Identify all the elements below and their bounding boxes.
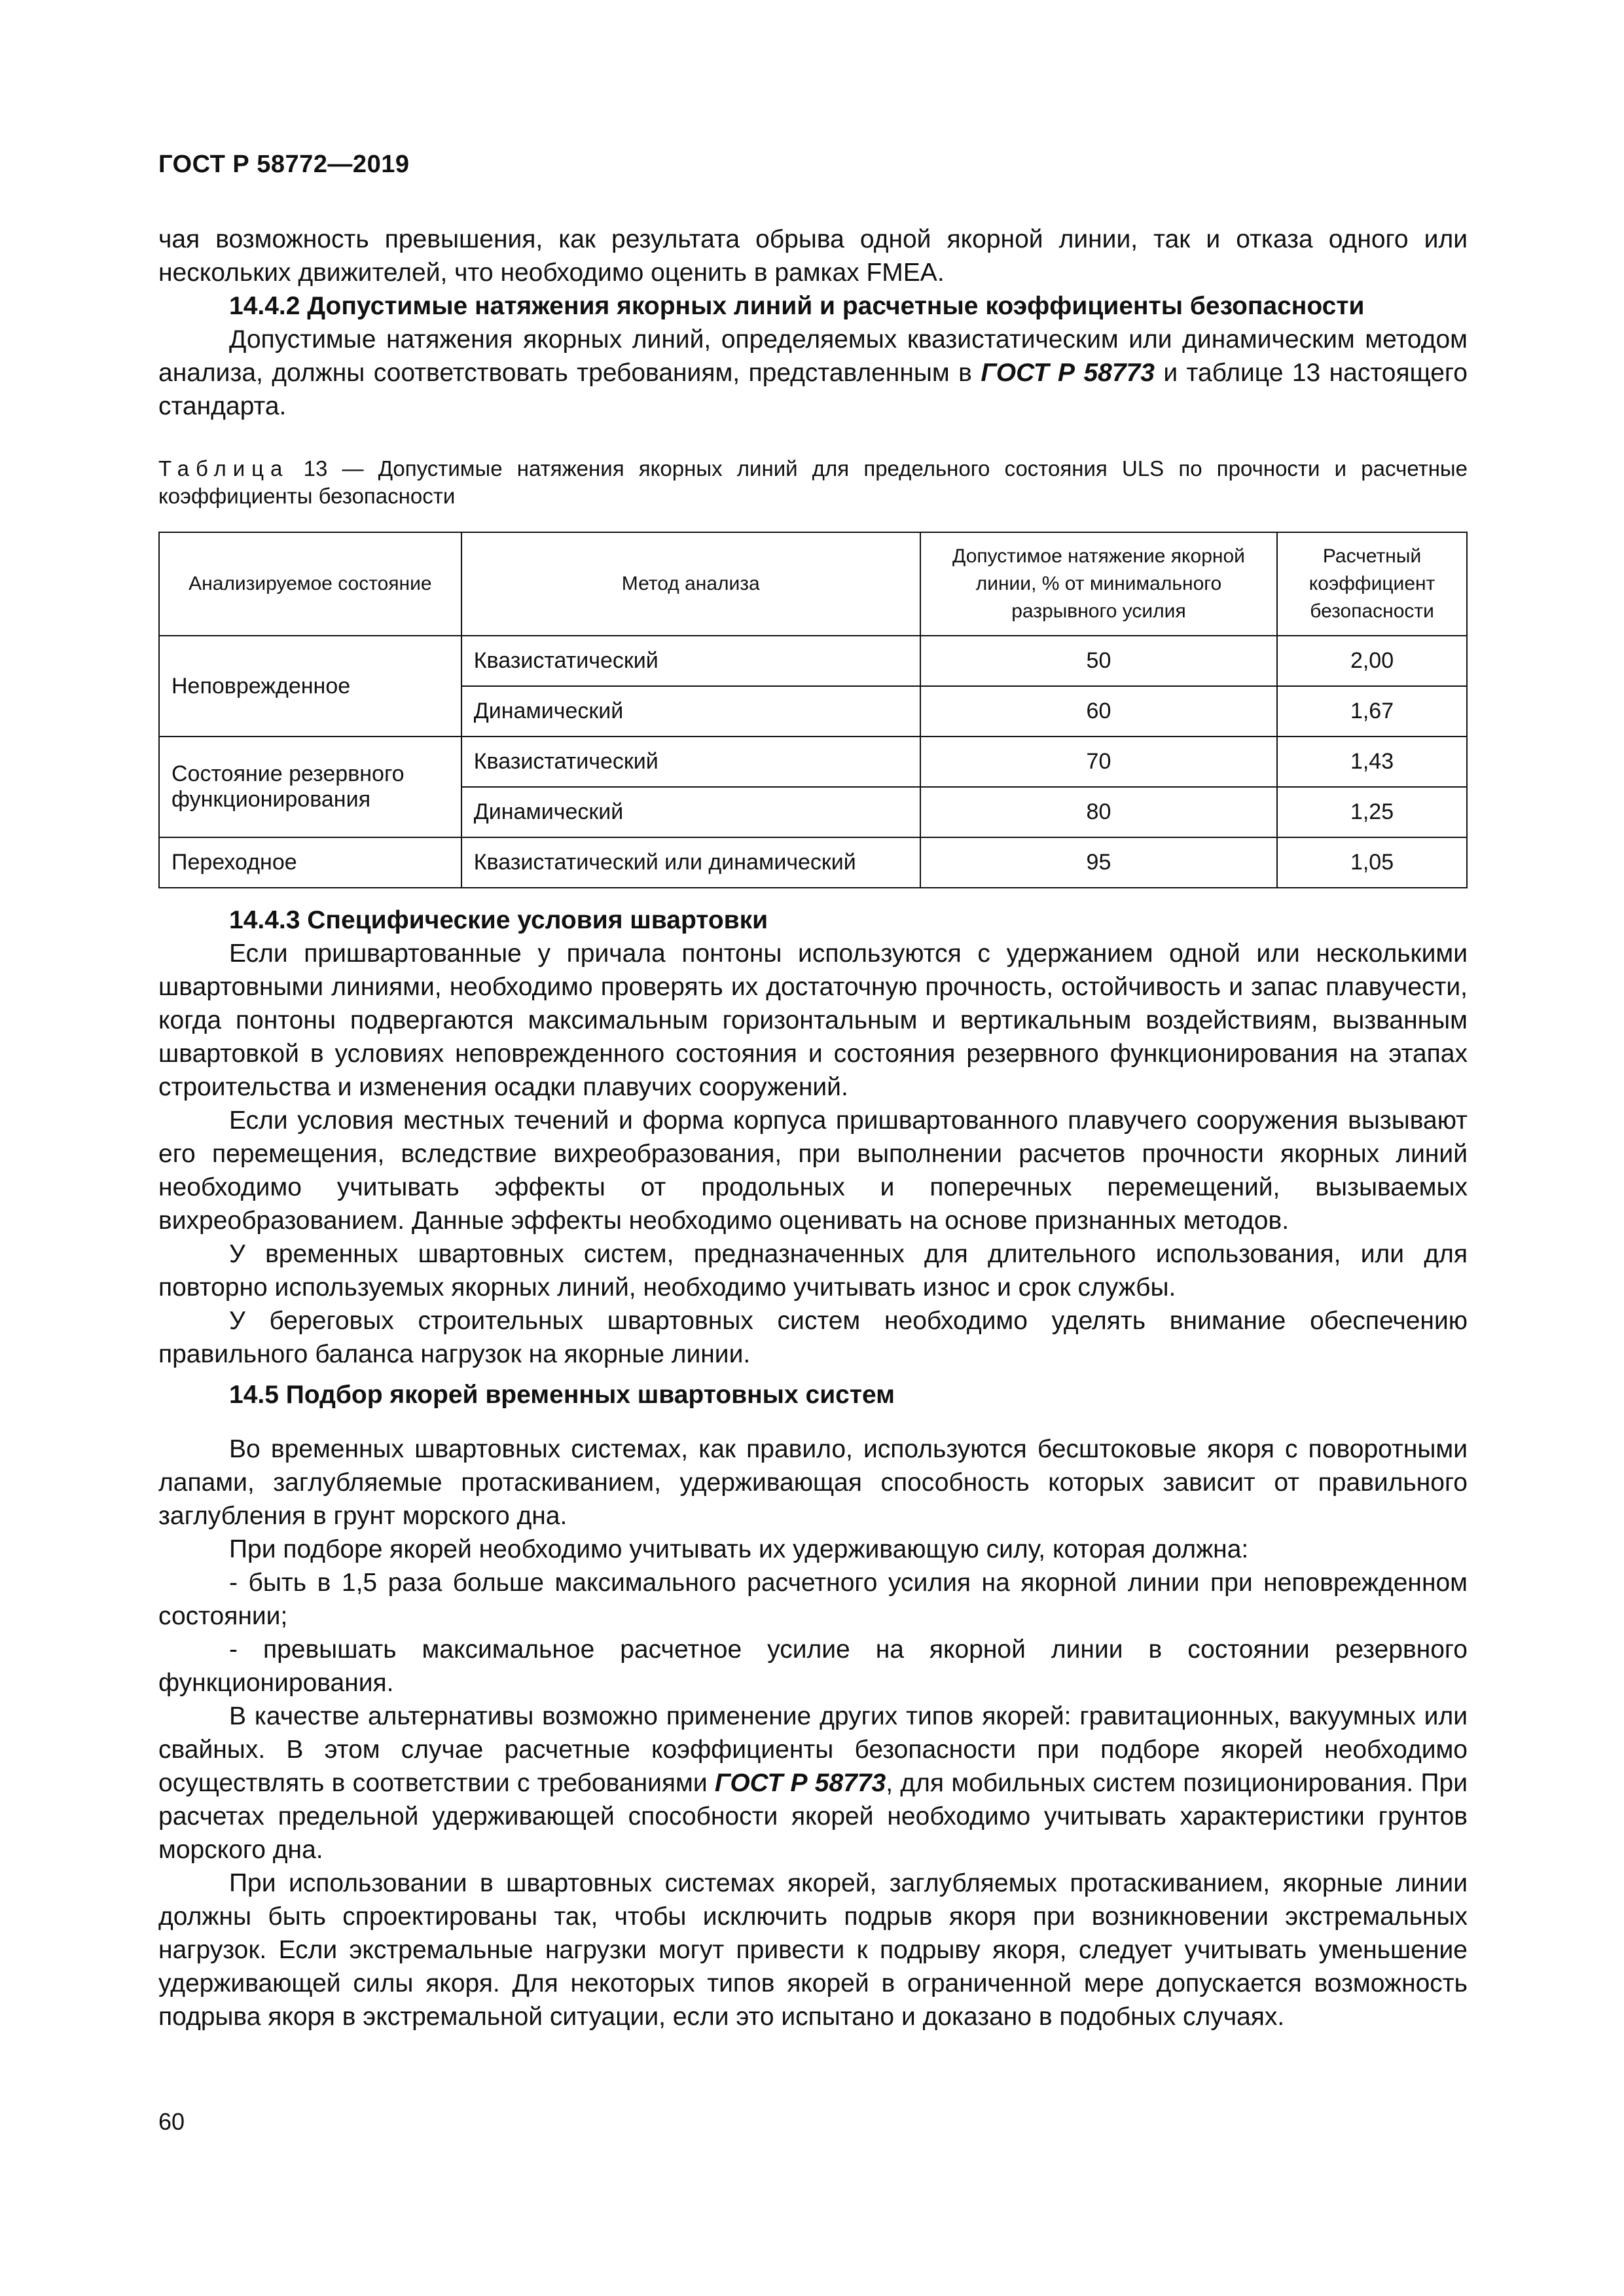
tension-cell: 80 xyxy=(920,787,1277,837)
heading-14-4-3: 14.4.3 Специфические условия швартовки xyxy=(229,906,768,934)
state-cell: Неповрежденное xyxy=(159,636,461,737)
column-header: Допустимое натяжение якорной линии, % от минимального разрывного усилия xyxy=(920,532,1277,636)
state-cell: Переходное xyxy=(159,837,461,888)
table-row xyxy=(159,737,1467,787)
tension-cell: 70 xyxy=(920,737,1277,787)
table-row xyxy=(159,837,1467,888)
paragraph: Если пришвартованные у причала понтоны используются с удержанием одной или несколькими швартовными линиями, необходимо проверять их достаточную прочность, остойчивость и запас плавучести, когда понтоны подвергаются максимальным горизонтальным и вертикальным воздействиям, вызванным швартовкой в условиях неповрежденного состояния и состояния резервного функционирования на этапах строительства и изменения осадки плавучих сооружений. xyxy=(158,939,1468,1101)
factor-cell: 1,67 xyxy=(1277,686,1467,737)
document-header: ГОСТ Р 58772—2019 xyxy=(158,151,410,178)
tension-cell: 95 xyxy=(920,837,1277,888)
heading-14-5: 14.5 Подбор якорей временных швартовных систем xyxy=(229,1381,895,1409)
method-cell: Динамический xyxy=(461,787,920,837)
method-cell: Динамический xyxy=(461,686,920,737)
paragraph: Во временных швартовных системах, как правило, используются бесштоковые якоря с поворотными лапами, заглубляемые протаскиванием, удерживающая способность которых зависит от правильного заглубления в грунт морского дна. xyxy=(158,1435,1468,1530)
column-header: Анализируемое состояние xyxy=(159,532,461,636)
tension-cell: 50 xyxy=(920,636,1277,686)
factor-cell: 1,25 xyxy=(1277,787,1467,837)
factor-cell: 1,05 xyxy=(1277,837,1467,888)
method-cell: Квазистатический или динамический xyxy=(461,837,920,888)
section-14-5 xyxy=(158,1378,1468,2033)
paragraph: При подборе якорей необходимо учитывать их удерживающую силу, которая должна: xyxy=(229,1535,1249,1563)
heading-14-4-2: 14.4.2 Допустимые натяжения якорных линий и расчетные коэффициенты безопасности xyxy=(229,292,1365,320)
paragraph: чая возможность превышения, как результата обрыва одной якорной линии, так и отказа одного или нескольких движителей, что необходимо оценить в рамках FMEA. xyxy=(158,225,1468,287)
table-row xyxy=(159,636,1467,686)
column-header: Расчетный коэффициент безопасности xyxy=(1277,532,1467,636)
table-header-row xyxy=(159,532,1467,636)
list-item: - быть в 1,5 раза больше максимального расчетного усилия на якорной линии при неповрежденном состоянии; xyxy=(158,1569,1468,1630)
table-caption: Таблица 13 — Допустимые натяжения якорных линий для предельного состояния ULS по прочности и расчетные коэффициенты безопасности xyxy=(158,456,1468,508)
method-cell: Квазистатический xyxy=(461,737,920,787)
paragraph: Если условия местных течений и форма корпуса пришвартованного плавучего сооружения вызывают его перемещения, вследствие вихреобразования, при выполнении расчетов прочности якорных линий необходимо учитывать эффекты от продольных и поперечных перемещений, вызываемых вихреобразованием. Данные эффекты необходимо оценивать на основе признанных методов. xyxy=(158,1106,1468,1235)
standard-reference: ГОСТ Р 58773 xyxy=(981,359,1155,387)
paragraph: У береговых строительных швартовных систем необходимо уделять внимание обеспечению правильного баланса нагрузок на якорные линии. xyxy=(158,1307,1468,1368)
paragraph: Допустимые натяжения якорных линий, определяемых квазистатическим или динамическим методом анализа, должны соответствовать требованиям, представленным в ГОСТ Р 58773 и таблице 13 настоящего стандарта. xyxy=(158,325,1468,420)
standard-reference: ГОСТ Р 58773 xyxy=(714,1769,886,1797)
spacer xyxy=(158,1412,1468,1432)
paragraph: При использовании в швартовных системах якорей, заглубляемых протаскиванием, якорные линии должны быть спроектированы так, чтобы исключить подрыв якоря при возникновении экстремальных нагрузок. Если экстремальные нагрузки могут привести к подрыву якоря, следует учитывать уменьшение удерживающей силы якоря. Для некоторых типов якорей в ограниченной мере допускается возможность подрыва якоря в экстремальной ситуации, если это испытано и доказано в подобных случаях. xyxy=(158,1869,1468,2031)
page-number: 60 xyxy=(158,2108,185,2135)
method-cell: Квазистатический xyxy=(461,636,920,686)
paragraph: В качестве альтернативы возможно применение других типов якорей: гравитационных, вакуумных или свайных. В этом случае расчетные коэффициенты безопасности при подборе якорей необходимо осуществлять в соответствии с требованиями ГОСТ Р 58773, для мобильных систем позиционирования. При расчетах предельной удерживающей способности якорей необходимо учитывать характеристики грунтов морского дна. xyxy=(158,1702,1468,1864)
state-cell: Состояние резервного функционирования xyxy=(159,737,461,837)
column-header: Метод анализа xyxy=(461,532,920,636)
section-14-4-3 xyxy=(158,903,1468,1371)
list-item: - превышать максимальное расчетное усилие на якорной линии в состоянии резервного функционирования. xyxy=(158,1635,1468,1697)
factor-cell: 2,00 xyxy=(1277,636,1467,686)
paragraph: У временных швартовных систем, предназначенных для длительного использования, или для повторно используемых якорных линий, необходимо учитывать износ и срок службы. xyxy=(158,1240,1468,1302)
section-14-4-2 xyxy=(158,223,1468,423)
factor-cell: 1,43 xyxy=(1277,737,1467,787)
table-13 xyxy=(158,532,1468,888)
tension-cell: 60 xyxy=(920,686,1277,737)
